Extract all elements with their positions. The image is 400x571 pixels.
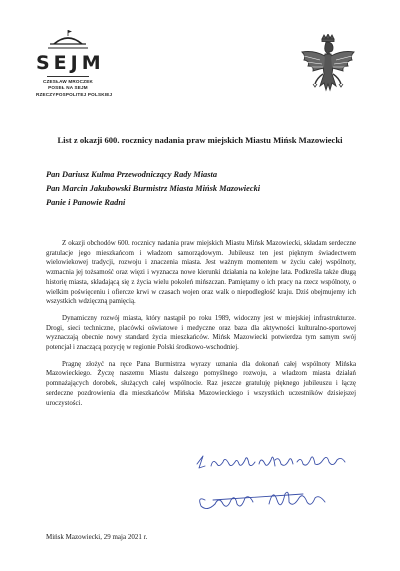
logo-line-name: CZESŁAW MROCZEK (43, 79, 93, 84)
place-and-date: Mińsk Mazowiecki, 29 maja 2021 r. (46, 533, 148, 541)
letter-title: List z okazji 600. rocznicy nadania praw miejskich Miastu Mińsk Mazowiecki (57, 135, 343, 145)
logo-line-country: RZECZYPOSPOLITEJ POLSKIEJ (36, 91, 113, 97)
polish-eagle-emblem-icon (300, 34, 356, 96)
logo-divider (47, 76, 89, 77)
addressee-mayor: Pan Marcin Jakubowski Burmistrz Miasta Mińsk Mazowiecki (46, 184, 261, 193)
sejm-wordmark: SEJM (36, 52, 105, 74)
addressee-council-chair: Pan Dariusz Kulma Przewodniczący Rady Miasta (46, 170, 218, 179)
body-paragraph-1: Z okazji obchodów 600. rocznicy nadania praw miejskich Miastu Mińsk Mazowiecki, składam serdeczne gratulacje jego mieszkańcom i władzom samorządowym. Jubileusz ten jest pięknym świadectwem wielowiekowej tradycji, rozwoju i znaczenia miasta. Jest ważnym momentem w życiu całej wspólnoty, wzmacnia jej tożsamość oraz więzi i wyznacza nowe kierunki działania na kolejne lata. Podkreśla także długą historię miasta, składającą się z życia wielu pokoleń mińszczan. Pamiętamy o ich pracy na rzecz wspólnoty, o wielkim poświęceniu i ofiercze krwi w czasach wojen oraz walk o niepodległość kraju. Dziś obejmujemy ich wszystkich wdzięczną pamięcią. (46, 240, 356, 306)
addressees (46, 168, 260, 210)
body-paragraph-2: Dynamiczny rozwój miasta, który nastąpił po roku 1989, widoczny jest w miejskiej infrastrukturze. Drogi, sieci techniczne, placówki oświatowe i medyczne oraz baza dla aktywności kulturalno-sportowej wyznaczają obecnie nowy standard życia mieszkańców. Mińsk Mazowiecki potwierdza tym samym swój potencjał i znaczącą pozycję w regionie Polski środkowo-wschodniej. (46, 314, 356, 352)
letter-body (46, 239, 356, 415)
handwritten-signature (185, 438, 365, 523)
logo-line-role: POSEŁ NA SEJM (48, 85, 88, 91)
sejm-logo (36, 30, 113, 98)
body-paragraph-3: Pragnę złożyć na ręce Pana Burmistrza wyrazy uznania dla dokonań całej wspólnoty Mińska Mazowieckiego. Życzę naszemu Miastu dalszego pomyślnego rozwoju, a władzom miasta działań pomnażających dorobek, służących całej wspólnocie. Raz jeszcze gratuluję pięknego jubileuszu i łączę serdeczne pozdrowienia dla mieszkańców Mińska Mazowieckiego i wszystkich uczestników dzisiejszej uroczystości. (46, 360, 356, 407)
addressee-councillors: Panie i Panowie Radni (46, 198, 126, 207)
sejm-building-icon (44, 30, 92, 52)
